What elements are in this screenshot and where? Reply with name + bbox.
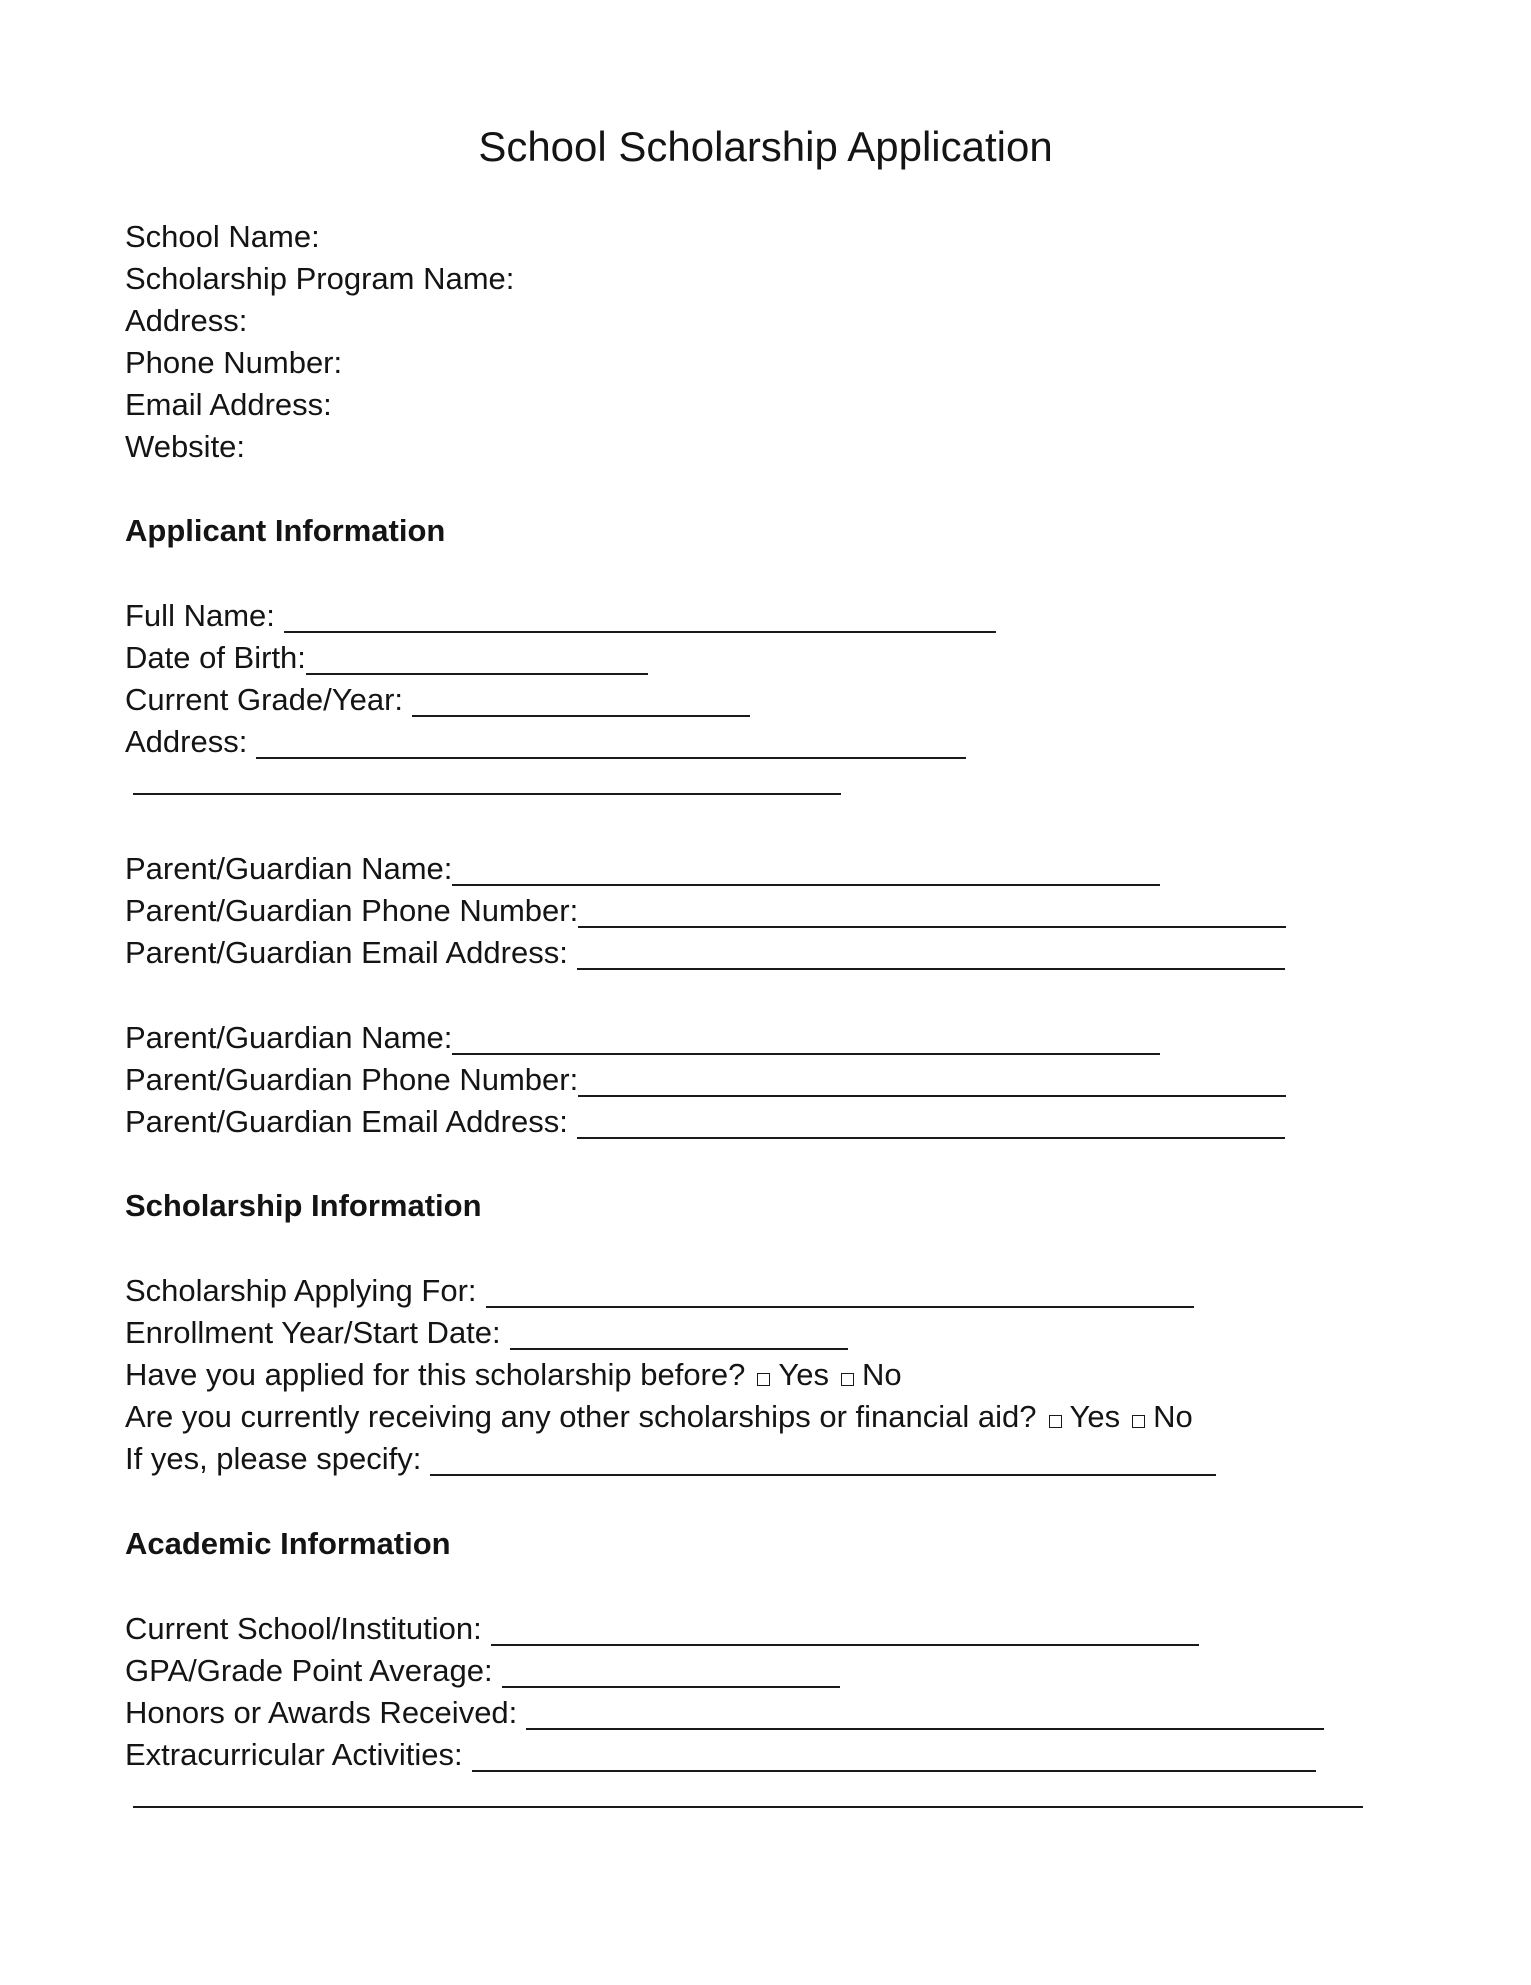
applicant-address-label: Address: <box>125 724 248 759</box>
receiving-aid-yes-checkbox[interactable] <box>1049 1415 1062 1428</box>
gpa-field[interactable] <box>502 1656 840 1688</box>
applied-before-label: Have you applied for this scholarship before? <box>125 1357 746 1392</box>
applied-before-no-label: No <box>861 1357 902 1392</box>
applying-for-label: Scholarship Applying For: <box>125 1273 477 1308</box>
guardian-2-phone-label: Parent/Guardian Phone Number: <box>125 1062 579 1097</box>
guardian-1-email-label: Parent/Guardian Email Address: <box>125 935 568 970</box>
program-name-label: Scholarship Program Name: <box>125 261 515 296</box>
guardian-1-email-field[interactable] <box>577 938 1285 970</box>
guardian-1-phone-label: Parent/Guardian Phone Number: <box>125 893 579 928</box>
honors-row <box>125 1692 1324 1734</box>
current-school-field[interactable] <box>491 1614 1199 1646</box>
applying-for-row <box>125 1270 1194 1312</box>
current-school-label: Current School/Institution: <box>125 1611 482 1646</box>
applied-before-row <box>125 1354 902 1396</box>
extracurricular-row <box>125 1734 1316 1776</box>
school-name-label: School Name: <box>125 219 320 254</box>
school-website-label: Website: <box>125 429 246 464</box>
extracurricular-field-2[interactable] <box>133 1776 1363 1808</box>
gpa-label: GPA/Grade Point Average: <box>125 1653 493 1688</box>
guardian-2-email-field[interactable] <box>577 1107 1285 1139</box>
guardian-2-name-field[interactable] <box>452 1023 1160 1055</box>
receiving-aid-yes-label: Yes <box>1069 1399 1121 1434</box>
full-name-field[interactable] <box>284 601 996 633</box>
guardian-2-name-row <box>125 1017 1160 1059</box>
grade-row <box>125 679 750 721</box>
extracurricular-row-2 <box>133 1776 1363 1812</box>
specify-row <box>125 1438 1216 1480</box>
honors-field[interactable] <box>526 1698 1324 1730</box>
applicant-address-field[interactable] <box>256 727 966 759</box>
gpa-row <box>125 1650 840 1692</box>
guardian-2-phone-field[interactable] <box>578 1065 1286 1097</box>
current-school-row <box>125 1608 1199 1650</box>
applicant-heading: Applicant Information <box>125 513 446 548</box>
guardian-1-phone-field[interactable] <box>578 896 1286 928</box>
grade-field[interactable] <box>412 685 750 717</box>
scholarship-heading: Scholarship Information <box>125 1188 482 1223</box>
receiving-aid-row <box>125 1396 1193 1438</box>
full-name-row <box>125 595 996 637</box>
guardian-2-name-label: Parent/Guardian Name: <box>125 1020 453 1055</box>
receiving-aid-no-label: No <box>1153 1399 1193 1434</box>
applicant-address-field-2[interactable] <box>133 763 841 795</box>
applied-before-no-checkbox[interactable] <box>841 1373 854 1386</box>
applied-before-yes-label: Yes <box>778 1357 829 1392</box>
guardian-2-email-label: Parent/Guardian Email Address: <box>125 1104 568 1139</box>
guardian-2-phone-row <box>125 1059 1286 1101</box>
school-address-label: Address: <box>125 303 248 338</box>
dob-row <box>125 637 648 679</box>
academic-heading: Academic Information <box>125 1526 451 1561</box>
page-title: School Scholarship Application <box>478 123 1053 170</box>
applying-for-field[interactable] <box>486 1276 1194 1308</box>
guardian-1-phone-row <box>125 890 1286 932</box>
guardian-2-email-row <box>125 1101 1285 1143</box>
grade-label: Current Grade/Year: <box>125 682 404 717</box>
specify-field[interactable] <box>430 1444 1216 1476</box>
school-email-label: Email Address: <box>125 387 332 422</box>
guardian-1-name-field[interactable] <box>452 854 1160 886</box>
dob-field[interactable] <box>306 643 648 675</box>
applied-before-yes-checkbox[interactable] <box>757 1373 770 1386</box>
applicant-address-row <box>125 721 966 763</box>
enrollment-row <box>125 1312 848 1354</box>
guardian-1-name-label: Parent/Guardian Name: <box>125 851 453 886</box>
specify-label: If yes, please specify: <box>125 1441 422 1476</box>
full-name-label: Full Name: <box>125 598 275 633</box>
enrollment-label: Enrollment Year/Start Date: <box>125 1315 501 1350</box>
dob-label: Date of Birth: <box>125 640 306 675</box>
extracurricular-label: Extracurricular Activities: <box>125 1737 463 1772</box>
school-phone-label: Phone Number: <box>125 345 343 380</box>
guardian-1-name-row <box>125 848 1160 890</box>
extracurricular-field[interactable] <box>472 1740 1316 1772</box>
honors-label: Honors or Awards Received: <box>125 1695 518 1730</box>
receiving-aid-label: Are you currently receiving any other scholarships or financial aid? <box>125 1399 1037 1434</box>
applicant-address-row-2 <box>133 763 841 799</box>
guardian-1-email-row <box>125 932 1285 974</box>
receiving-aid-no-checkbox[interactable] <box>1132 1415 1145 1428</box>
enrollment-field[interactable] <box>510 1318 848 1350</box>
